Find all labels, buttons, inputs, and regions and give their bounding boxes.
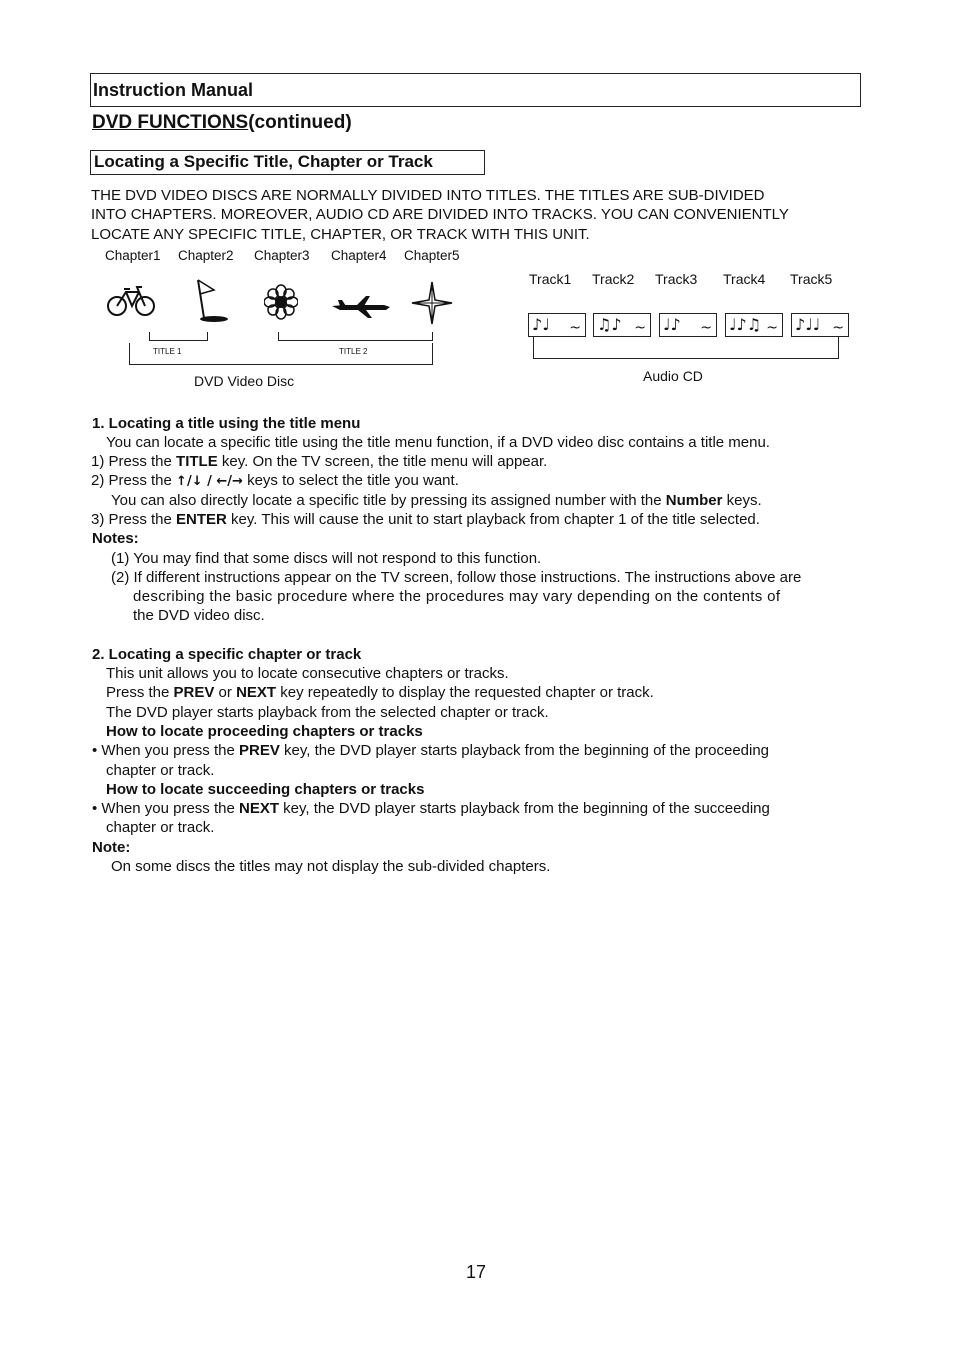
note-heading: Note:: [92, 839, 131, 856]
chapter-bracket: [278, 332, 279, 341]
intro-line: LOCATE ANY SPECIFIC TITLE, CHAPTER, OR TRACK WITH THIS UNIT.: [91, 225, 590, 243]
dvd-caption: DVD Video Disc: [194, 373, 295, 389]
track-label: Track5: [790, 271, 833, 287]
next-key: NEXT: [239, 800, 280, 817]
music-notes-icon: ♩♪♫: [729, 315, 762, 334]
track-box: [659, 313, 717, 337]
arrow-keys-icon: ↑/↓ / ←/→: [176, 474, 243, 489]
section-title-main: DVD FUNCTIONS: [92, 112, 249, 133]
wave-glyph: ~: [766, 320, 778, 336]
flag-icon: [192, 278, 232, 324]
chapter-bracket: [149, 340, 208, 341]
part1-step2-extra: You can also directly locate a specific title by pressing its assigned number with the Number keys.: [111, 492, 762, 509]
flower-icon: [264, 284, 298, 320]
section-title-rest: (continued): [248, 112, 352, 133]
prev-key: PREV: [239, 742, 280, 759]
chapter-label: Chapter4: [331, 248, 387, 263]
title-key: TITLE: [176, 453, 218, 470]
wave-glyph: ~: [569, 320, 581, 336]
wave-glyph: ~: [832, 320, 844, 336]
track-box: [593, 313, 651, 337]
title-bracket: [129, 364, 433, 365]
track-box: [791, 313, 849, 337]
part1-step3: 3) Press the ENTER key. This will cause the unit to start playback from chapter 1 of the title selected.: [91, 511, 760, 528]
part2-line: The DVD player starts playback from the selected chapter or track.: [106, 704, 549, 721]
note-text: On some discs the titles may not display the sub-divided chapters.: [111, 858, 551, 875]
chapter-bracket: [432, 332, 433, 341]
part2-line: Press the PREV or NEXT key repeatedly to display the requested chapter or track.: [106, 684, 654, 701]
music-notes-icon: ♩♪: [663, 315, 681, 334]
bicycle-icon: [106, 284, 156, 318]
track-label: Track1: [529, 271, 572, 287]
music-notes-icon: ♪♩: [532, 315, 550, 334]
wave-glyph: ~: [634, 320, 646, 336]
cd-bracket: [838, 337, 839, 359]
chapter-bracket: [278, 340, 433, 341]
star-icon: [410, 280, 454, 326]
music-notes-icon: ♫♪: [597, 315, 622, 334]
note-item: (2) If different instructions appear on the TV screen, follow those instructions. The instructions above are: [111, 569, 802, 586]
track-label: Track2: [592, 271, 635, 287]
part2-line: This unit allows you to locate consecutive chapters or tracks.: [106, 665, 509, 682]
next-bullet-cont: chapter or track.: [106, 819, 215, 836]
next-key: NEXT: [236, 684, 277, 701]
enter-key: ENTER: [176, 511, 227, 528]
number-key: Number: [665, 492, 723, 509]
notes-heading: Notes:: [92, 530, 139, 547]
wave-glyph: ~: [700, 320, 712, 336]
cd-bracket: [533, 358, 839, 359]
track-label: Track3: [655, 271, 698, 287]
next-heading: How to locate succeeding chapters or tracks: [106, 781, 425, 798]
prev-bullet: • When you press the PREV key, the DVD player starts playback from the beginning of the proceeding: [92, 742, 770, 759]
prev-heading: How to locate proceeding chapters or tracks: [106, 723, 423, 740]
header-title: Instruction Manual: [93, 80, 254, 100]
chapter-label: Chapter5: [404, 248, 460, 263]
chapter-label: Chapter2: [178, 248, 234, 263]
track-box: [725, 313, 783, 337]
track-label: Track4: [723, 271, 766, 287]
note-item-cont: describing the basic procedure where the procedures may vary depending on the contents of: [133, 588, 781, 605]
note-item: (1) You may find that some discs will not respond to this function.: [111, 550, 542, 567]
airplane-icon: [330, 292, 392, 322]
title-bracket: [129, 343, 130, 365]
cd-caption: Audio CD: [643, 368, 703, 384]
music-notes-icon: ♪♩♩: [795, 315, 821, 334]
part2-heading: 2. Locating a specific chapter or track: [92, 646, 362, 663]
section-title: [92, 112, 352, 134]
subsection-title: Locating a Specific Title, Chapter or Track: [94, 152, 433, 171]
prev-bullet-cont: chapter or track.: [106, 762, 215, 779]
part1-step1: 1) Press the TITLE key. On the TV screen, the title menu will appear.: [91, 453, 548, 470]
chapter-bracket: [207, 332, 208, 341]
chapter-label: Chapter1: [105, 248, 161, 263]
title-bracket: [432, 343, 433, 365]
intro-paragraph: [91, 186, 861, 244]
prev-key: PREV: [173, 684, 215, 701]
title1-label: TITLE 1: [153, 347, 182, 356]
chapter-bracket: [149, 332, 150, 341]
note-item-cont: the DVD video disc.: [133, 607, 265, 624]
cd-bracket: [533, 337, 534, 359]
page-number: 17: [466, 1262, 487, 1282]
part1-intro: You can locate a specific title using the title menu function, if a DVD video disc contains a title menu.: [106, 434, 770, 451]
intro-line: INTO CHAPTERS. MOREOVER, AUDIO CD ARE DIVIDED INTO TRACKS. YOU CAN CONVENIENTLY: [91, 206, 789, 224]
part1-heading: 1. Locating a title using the title menu: [92, 415, 361, 432]
part1-step2: 2) Press the ↑/↓ / ←/→ keys to select the title you want.: [91, 472, 459, 489]
next-bullet: • When you press the NEXT key, the DVD player starts playback from the beginning of the succeeding: [92, 800, 770, 817]
intro-line: THE DVD VIDEO DISCS ARE NORMALLY DIVIDED INTO TITLES. THE TITLES ARE SUB-DIVIDED: [91, 187, 765, 204]
chapter-label: Chapter3: [254, 248, 310, 263]
title2-label: TITLE 2: [339, 347, 368, 356]
track-box: [528, 313, 586, 337]
